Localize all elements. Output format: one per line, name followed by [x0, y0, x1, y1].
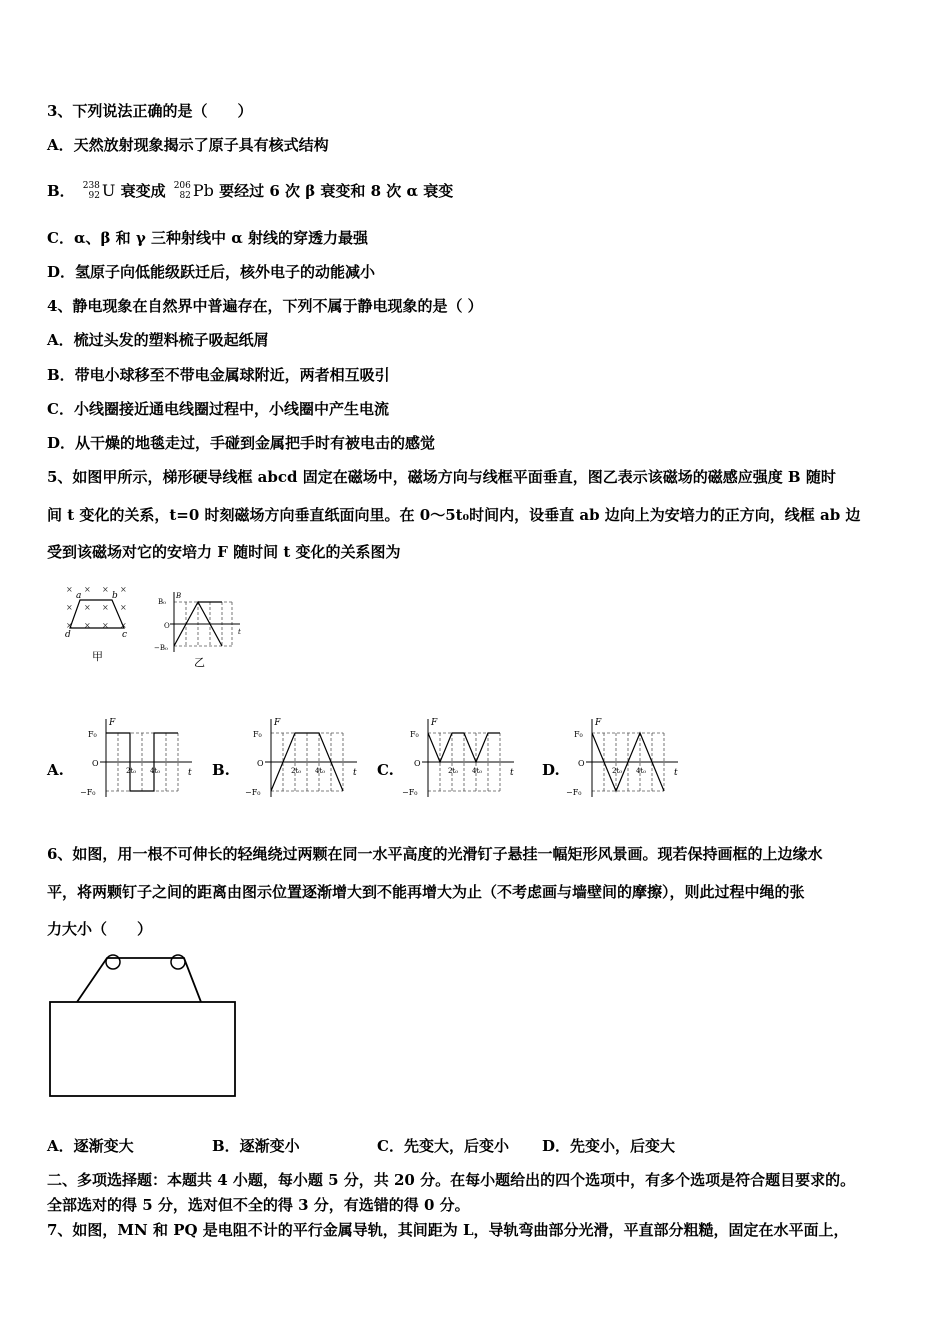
svg-text:×: ×: [66, 603, 73, 612]
q3-option-c: C．α、β 和 γ 三种射线中 α 射线的穿透力最强: [47, 229, 369, 247]
q6-line3: 力大小（ ）: [47, 920, 153, 938]
d-tick-2t0: 2t₀: [612, 767, 623, 775]
q5-line1: 5、如图甲所示，梯形硬导线框 abcd 固定在磁场中，磁场方向与线框平面垂直，图乙表示该磁场的磁感应强度 B 随时: [47, 468, 836, 486]
label-a: a: [76, 591, 82, 601]
caption-yi: 乙: [194, 656, 205, 669]
picture-frame: [50, 1002, 235, 1096]
graph-option-b: [245, 715, 365, 805]
d-label-F0: F₀: [574, 730, 583, 739]
u-mass: 238: [82, 181, 100, 191]
section2-line2: 全部选对的得 5 分，选对但不全的得 3 分，有选错的得 0 分。: [47, 1196, 470, 1214]
b-label-O: O: [257, 759, 264, 768]
graph-option-d: [566, 715, 686, 805]
b-label-t: t: [353, 768, 357, 778]
q5-option-a-label: A.: [47, 761, 64, 779]
a-label-F: F: [109, 718, 116, 728]
q6-option-a: A．逐渐变大: [47, 1137, 134, 1155]
svg-text:×: ×: [84, 621, 91, 630]
uranium-isotope: [80, 182, 102, 202]
label-B: B: [176, 592, 182, 600]
d-tick-4t0: 4t₀: [636, 767, 647, 775]
label-d: d: [65, 630, 71, 640]
svg-text:×: ×: [102, 585, 109, 594]
b-label-F: F: [274, 718, 281, 728]
c-label-t: t: [510, 768, 514, 778]
svg-text:×: ×: [120, 621, 127, 630]
pb-atomic-number: 82: [179, 191, 191, 201]
c-tick-4t0: 4t₀: [472, 767, 483, 775]
label-c: c: [122, 630, 128, 640]
q7-line1: 7、如图，MN 和 PQ 是电阻不计的平行金属导轨，其间距为 L，导轨弯曲部分光滑，平直部分粗糙，固定在水平面上，: [47, 1221, 849, 1239]
rope: [77, 958, 201, 1002]
svg-text:×: ×: [120, 603, 127, 612]
c-tick-2t0: 2t₀: [448, 767, 459, 775]
q6-option-d: D．先变小，后变大: [542, 1137, 676, 1155]
d-label-O: O: [578, 759, 585, 768]
figure-jia-frame: [62, 582, 134, 664]
b-tick-2t0: 2t₀: [291, 767, 302, 775]
graph-option-c: [402, 715, 522, 805]
svg-text:×: ×: [120, 585, 127, 594]
q3-stem: 3、下列说法正确的是（ ）: [47, 102, 253, 120]
c-label-neg-F0: −F₀: [402, 788, 418, 797]
right-nail-icon: [171, 955, 185, 969]
a-label-neg-F0: −F₀: [80, 788, 96, 797]
label-neg-B0: −B₀: [154, 644, 168, 652]
svg-text:×: ×: [102, 603, 109, 612]
q5-line2: 间 t 变化的关系，t=0 时刻磁场方向垂直纸面向里。在 0～5t₀时间内，设垂直 ab 边向上为安培力的正方向，线框 ab 边: [47, 506, 861, 524]
q6-line2: 平，将两颗钉子之间的距离由图示位置逐渐增大到不能再增大为止（不考虑画与墙壁间的摩擦），则此过程中绳的张: [47, 883, 805, 901]
d-label-neg-F0: −F₀: [566, 788, 582, 797]
svg-text:×: ×: [84, 603, 91, 612]
a-label-O: O: [92, 759, 99, 768]
label-origin: O: [164, 622, 170, 630]
trapezoid-frame: [70, 600, 124, 628]
q4-option-c: C．小线圈接近通电线圈过程中，小线圈中产生电流: [47, 400, 389, 418]
figure-hanging-picture: [47, 948, 239, 1100]
a-tick-4t0: 4t₀: [150, 767, 161, 775]
svg-text:×: ×: [102, 621, 109, 630]
a-label-F0: F₀: [88, 730, 97, 739]
a-label-t: t: [188, 768, 192, 778]
q3-option-d: D．氢原子向低能级跃迁后，核外电子的动能减小: [47, 263, 376, 281]
q4-option-d: D．从干燥的地毯走过，手碰到金属把手时有被电击的感觉: [47, 434, 436, 452]
c-label-F: F: [431, 718, 438, 728]
q5-line3: 受到该磁场对它的安培力 F 随时间 t 变化的关系图为: [47, 543, 401, 561]
u-atomic-number: 92: [88, 191, 100, 201]
a-tick-2t0: 2t₀: [126, 767, 137, 775]
label-t: t: [238, 628, 241, 636]
c-label-O: O: [414, 759, 421, 768]
section2-line1: 二、多项选择题：本题共 4 小题，每小题 5 分，共 20 分。在每小题给出的四个选项中，有多个选项是符合题目要求的。: [47, 1171, 856, 1189]
q6-line1: 6、如图，用一根不可伸长的轻绳绕过两颗在同一水平高度的光滑钉子悬挂一幅矩形风景画。现若保持画框的上边缘水: [47, 845, 823, 863]
q5-option-d-label: D.: [542, 761, 560, 779]
b-label-neg-F0: −F₀: [245, 788, 261, 797]
q3-option-b-prefix: B．: [47, 182, 75, 200]
caption-jia: 甲: [92, 650, 103, 663]
lead-isotope: [171, 182, 193, 202]
q4-option-a: A．梳过头发的塑料梳子吸起纸屑: [47, 331, 269, 349]
b-label-F0: F₀: [253, 730, 262, 739]
d-label-F: F: [595, 718, 602, 728]
q3-option-a: A．天然放射现象揭示了原子具有核式结构: [47, 136, 329, 154]
pb-mass: 206: [173, 181, 191, 191]
c-label-F0: F₀: [410, 730, 419, 739]
q5-option-b-label: B.: [212, 761, 230, 779]
b-tick-4t0: 4t₀: [315, 767, 326, 775]
u-symbol: U: [101, 181, 116, 200]
pb-symbol: Pb: [192, 181, 214, 200]
f-curve-c: [428, 733, 500, 762]
svg-text:×: ×: [84, 585, 91, 594]
q6-option-c: C．先变大，后变小: [377, 1137, 509, 1155]
left-nail-icon: [106, 955, 120, 969]
label-b: b: [112, 591, 118, 601]
q3-option-b: [47, 181, 453, 202]
q3-option-b-suffix: 要经过 6 次 β 衰变和 8 次 α 衰变: [219, 182, 454, 200]
figure-yi-bt-graph: [150, 588, 246, 670]
q4-option-b: B．带电小球移至不带电金属球附近，两者相互吸引: [47, 366, 390, 384]
q5-option-c-label: C.: [377, 761, 394, 779]
q4-stem: 4、静电现象在自然界中普遍存在，下列不属于静电现象的是（ ）: [47, 297, 483, 315]
d-label-t: t: [674, 768, 678, 778]
svg-text:×: ×: [66, 621, 73, 630]
label-B0: B₀: [158, 598, 166, 606]
q6-option-b: B．逐渐变小: [212, 1137, 300, 1155]
graph-option-a: [80, 715, 200, 805]
svg-text:×: ×: [66, 585, 73, 594]
q3-option-b-mid: 衰变成: [120, 182, 166, 200]
